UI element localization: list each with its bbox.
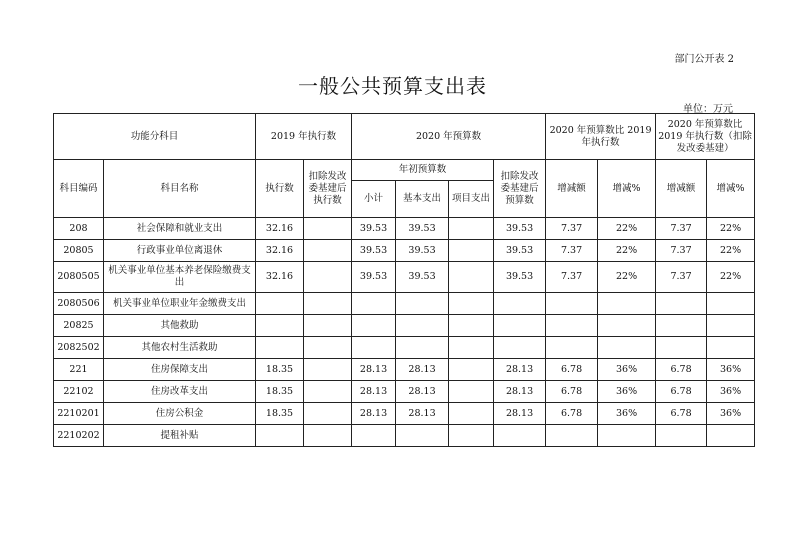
table-row (54, 218, 755, 240)
cell-pct2: 22% (707, 240, 755, 262)
cell-exec-ex (304, 218, 352, 240)
cell-code: 20825 (54, 315, 104, 337)
cell-code: 2082502 (54, 337, 104, 359)
cell-inc1 (546, 425, 598, 447)
cell-exec: 32.16 (256, 240, 304, 262)
cell-name: 其他救助 (104, 315, 256, 337)
cell-project (449, 425, 494, 447)
cell-pct1: 22% (598, 240, 656, 262)
cell-inc2: 6.78 (656, 359, 707, 381)
cell-project (449, 218, 494, 240)
cell-project (449, 337, 494, 359)
cell-name: 住房改革支出 (104, 381, 256, 403)
cell-name: 其他农村生活救助 (104, 337, 256, 359)
header-exec-2019: 2019 年执行数 (256, 114, 352, 160)
budget-table (53, 113, 755, 447)
cell-pct2: 22% (707, 218, 755, 240)
cell-project (449, 262, 494, 293)
header-budget-ex: 扣除发改委基建后预算数 (494, 160, 546, 218)
cell-inc1: 7.37 (546, 218, 598, 240)
cell-exec: 32.16 (256, 262, 304, 293)
cell-budget-ex (494, 315, 546, 337)
cell-inc2: 7.37 (656, 218, 707, 240)
cell-inc1: 6.78 (546, 381, 598, 403)
cell-name: 行政事业单位离退休 (104, 240, 256, 262)
cell-inc1 (546, 337, 598, 359)
cell-basic (396, 315, 449, 337)
cell-exec-ex (304, 293, 352, 315)
cell-basic: 28.13 (396, 381, 449, 403)
header-code: 科目编码 (54, 160, 104, 218)
cell-basic (396, 337, 449, 359)
cell-budget-ex: 28.13 (494, 359, 546, 381)
cell-project (449, 315, 494, 337)
cell-budget-ex (494, 425, 546, 447)
cell-budget-ex: 39.53 (494, 240, 546, 262)
cell-exec (256, 315, 304, 337)
table-row (54, 293, 755, 315)
cell-subtotal (352, 315, 396, 337)
header-subtotal: 小计 (352, 181, 396, 218)
cell-subtotal (352, 337, 396, 359)
unit-label: 单位：万元 (683, 104, 733, 115)
cell-inc2: 6.78 (656, 381, 707, 403)
page-tag: 部门公开表 2 (674, 54, 734, 65)
cell-pct1 (598, 293, 656, 315)
cell-code: 208 (54, 218, 104, 240)
cell-subtotal: 39.53 (352, 262, 396, 293)
table-body (54, 218, 755, 447)
cell-budget-ex: 28.13 (494, 403, 546, 425)
cell-code: 221 (54, 359, 104, 381)
cell-budget-ex: 28.13 (494, 381, 546, 403)
cell-basic (396, 293, 449, 315)
cell-pct1 (598, 337, 656, 359)
page-title: 一般公共预算支出表 (298, 74, 487, 98)
cell-inc1 (546, 293, 598, 315)
cell-pct2 (707, 315, 755, 337)
cell-inc2: 6.78 (656, 403, 707, 425)
cell-name: 社会保障和就业支出 (104, 218, 256, 240)
cell-name: 机关事业单位基本养老保险缴费支出 (104, 262, 256, 293)
cell-subtotal: 28.13 (352, 403, 396, 425)
cell-inc2 (656, 293, 707, 315)
cell-pct1: 22% (598, 218, 656, 240)
header-func-subject: 功能分科目 (54, 114, 256, 160)
header-exec: 执行数 (256, 160, 304, 218)
cell-project (449, 403, 494, 425)
cell-pct1: 22% (598, 262, 656, 293)
cell-budget-ex: 39.53 (494, 218, 546, 240)
header-budget-2020: 2020 年预算数 (352, 114, 546, 160)
cell-pct1: 36% (598, 359, 656, 381)
cell-pct2 (707, 337, 755, 359)
cell-basic: 28.13 (396, 359, 449, 381)
cell-exec-ex (304, 337, 352, 359)
cell-exec (256, 293, 304, 315)
cell-inc1: 7.37 (546, 240, 598, 262)
cell-pct1 (598, 315, 656, 337)
cell-inc1: 6.78 (546, 403, 598, 425)
cell-exec-ex (304, 359, 352, 381)
cell-inc1: 7.37 (546, 262, 598, 293)
table-row (54, 381, 755, 403)
cell-project (449, 359, 494, 381)
cell-budget-ex (494, 337, 546, 359)
cell-inc2: 7.37 (656, 262, 707, 293)
table-row (54, 403, 755, 425)
cell-basic: 39.53 (396, 262, 449, 293)
cell-exec (256, 337, 304, 359)
cell-pct2: 36% (707, 359, 755, 381)
cell-subtotal: 28.13 (352, 381, 396, 403)
cell-pct2 (707, 425, 755, 447)
cell-inc2: 7.37 (656, 240, 707, 262)
cell-exec-ex (304, 315, 352, 337)
header-exec-ex: 扣除发改委基建后执行数 (304, 160, 352, 218)
cell-name: 提租补贴 (104, 425, 256, 447)
cell-exec-ex (304, 240, 352, 262)
header-initial-budget: 年初预算数 (352, 160, 494, 181)
cell-subtotal: 39.53 (352, 218, 396, 240)
cell-project (449, 381, 494, 403)
cell-project (449, 240, 494, 262)
table-row (54, 315, 755, 337)
cell-inc2 (656, 425, 707, 447)
cell-name: 住房公积金 (104, 403, 256, 425)
cell-exec: 18.35 (256, 381, 304, 403)
cell-subtotal: 39.53 (352, 240, 396, 262)
table-row (54, 337, 755, 359)
cell-code: 2080505 (54, 262, 104, 293)
cell-exec-ex (304, 262, 352, 293)
cell-basic: 28.13 (396, 403, 449, 425)
cell-project (449, 293, 494, 315)
table-row (54, 359, 755, 381)
cell-inc1: 6.78 (546, 359, 598, 381)
header-pct1: 增减% (598, 160, 656, 218)
header-cmp-2019: 2020 年预算数比 2019 年执行数 (546, 114, 656, 160)
cell-exec-ex (304, 425, 352, 447)
cell-pct1: 36% (598, 403, 656, 425)
cell-subtotal (352, 293, 396, 315)
cell-pct2: 36% (707, 403, 755, 425)
header-project: 项目支出 (449, 181, 494, 218)
cell-exec-ex (304, 403, 352, 425)
cell-pct1: 36% (598, 381, 656, 403)
cell-pct2: 22% (707, 262, 755, 293)
cell-pct2 (707, 293, 755, 315)
table-row (54, 425, 755, 447)
header-name: 科目名称 (104, 160, 256, 218)
cell-exec: 18.35 (256, 403, 304, 425)
cell-budget-ex (494, 293, 546, 315)
header-inc2: 增减额 (656, 160, 707, 218)
header-cmp-2019-ex: 2020 年预算数比 2019 年执行数（扣除发改委基建） (656, 114, 755, 160)
cell-basic (396, 425, 449, 447)
table-row (54, 240, 755, 262)
cell-basic: 39.53 (396, 218, 449, 240)
cell-inc2 (656, 315, 707, 337)
cell-subtotal: 28.13 (352, 359, 396, 381)
header-basic: 基本支出 (396, 181, 449, 218)
cell-exec: 32.16 (256, 218, 304, 240)
cell-subtotal (352, 425, 396, 447)
cell-pct2: 36% (707, 381, 755, 403)
header-pct2: 增减% (707, 160, 755, 218)
cell-exec-ex (304, 381, 352, 403)
cell-code: 2210202 (54, 425, 104, 447)
cell-basic: 39.53 (396, 240, 449, 262)
cell-name: 住房保障支出 (104, 359, 256, 381)
cell-inc2 (656, 337, 707, 359)
cell-code: 2080506 (54, 293, 104, 315)
cell-exec: 18.35 (256, 359, 304, 381)
cell-code: 22102 (54, 381, 104, 403)
cell-code: 2210201 (54, 403, 104, 425)
table-row (54, 262, 755, 293)
header-inc1: 增减额 (546, 160, 598, 218)
cell-budget-ex: 39.53 (494, 262, 546, 293)
cell-code: 20805 (54, 240, 104, 262)
cell-exec (256, 425, 304, 447)
cell-pct1 (598, 425, 656, 447)
cell-name: 机关事业单位职业年金缴费支出 (104, 293, 256, 315)
cell-inc1 (546, 315, 598, 337)
